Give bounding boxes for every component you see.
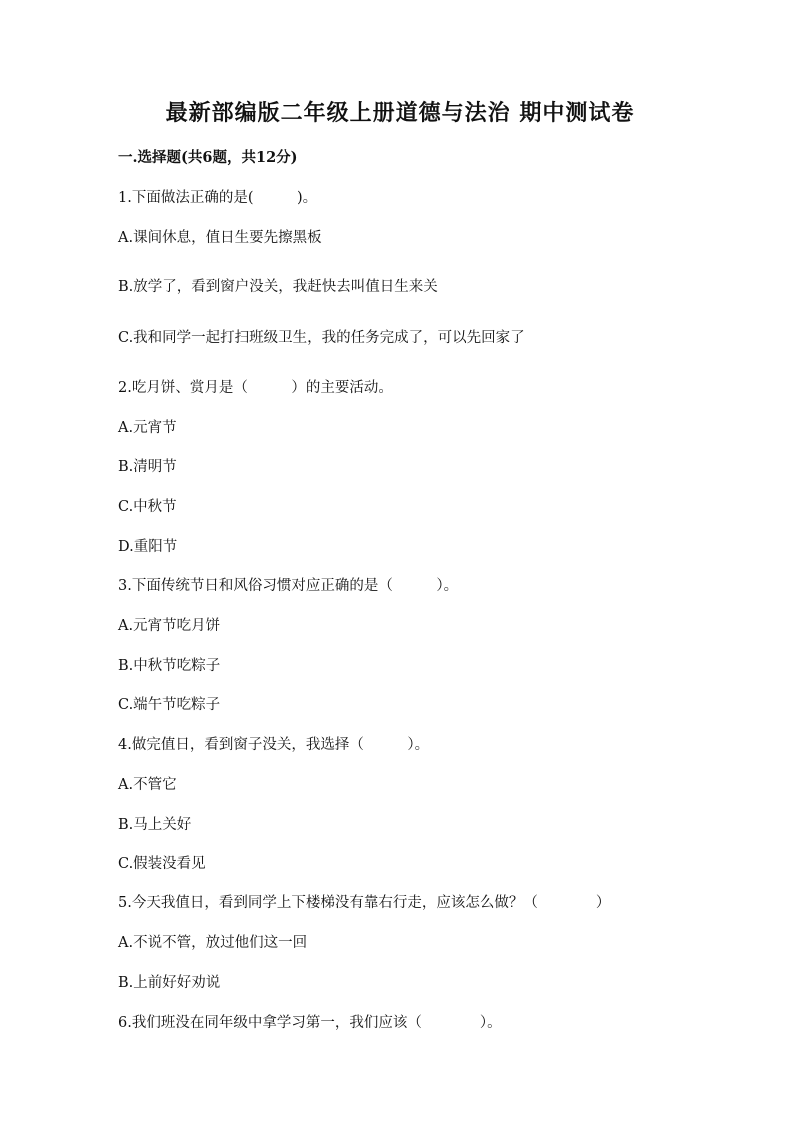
question-3-option-a: A.元宵节吃月饼	[118, 618, 221, 634]
question-4-option-b: B.马上关好	[118, 817, 192, 833]
question-1-option-c: C.我和同学一起打扫班级卫生，我的任务完成了，可以先回家了	[118, 330, 525, 346]
page-title: 最新部编版二年级上册道德与法治 期中测试卷	[165, 100, 635, 126]
question-4-option-a: A.不管它	[118, 777, 177, 793]
question-2-stem: 2.吃月饼、赏月是（ ）的主要活动。	[118, 380, 393, 396]
question-1-option-a: A.课间休息，值日生要先擦黑板	[118, 230, 322, 246]
section-heading: 一.选择题(共6题，共12分)	[118, 149, 298, 166]
question-1-stem: 1.下面做法正确的是( )。	[118, 190, 318, 206]
question-3-option-c: C.端午节吃粽子	[118, 697, 221, 713]
question-3-stem: 3.下面传统节日和风俗习惯对应正确的是（ ）。	[118, 578, 459, 594]
question-3-option-b: B.中秋节吃粽子	[118, 658, 221, 674]
question-5-option-b: B.上前好好劝说	[118, 975, 221, 991]
question-5-option-a: A.不说不管，放过他们这一回	[118, 935, 308, 951]
question-6-stem: 6.我们班没在同年级中拿学习第一，我们应该（ ）。	[118, 1015, 502, 1031]
question-2-option-a: A.元宵节	[118, 420, 177, 436]
question-4-stem: 4.做完值日，看到窗子没关，我选择（ ）。	[118, 737, 430, 753]
question-2-option-c: C.中秋节	[118, 499, 177, 515]
question-4-option-c: C.假装没看见	[118, 856, 206, 872]
question-1-option-b: B.放学了，看到窗户没关，我赶快去叫值日生来关	[118, 279, 438, 295]
question-2-option-d: D.重阳节	[118, 539, 178, 555]
question-5-stem: 5.今天我值日，看到同学上下楼梯没有靠右行走，应该怎么做？（ ）	[118, 895, 611, 911]
question-2-option-b: B.清明节	[118, 459, 177, 475]
